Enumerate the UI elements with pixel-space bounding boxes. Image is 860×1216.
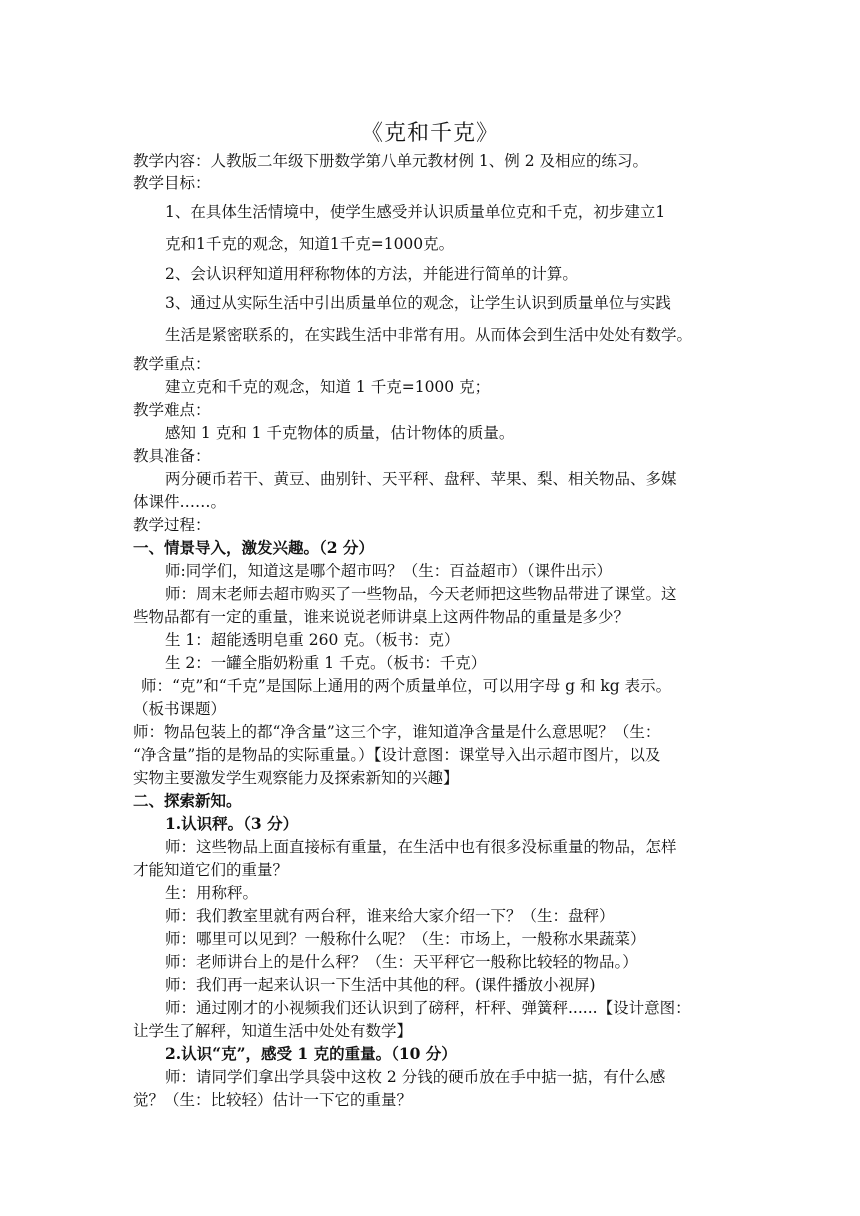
text-line: 2、会认识秤知道用秤称物体的方法，并能进行简单的计算。	[165, 265, 578, 283]
text-line: 生 1：超能透明皂重 260 克。（板书：克）	[165, 631, 460, 649]
subsection-heading: 2.认识“克”，感受 1 克的重量。（10 分）	[165, 1044, 457, 1063]
text-line: 师：哪里可以见到？一般称什么呢？（生：市场上，一般称水果蔬菜）	[165, 930, 646, 948]
text-line: 师：我们教室里就有两台秤，谁来给大家介绍一下？（生：盘秤）	[165, 907, 615, 925]
text-line: 生活是紧密联系的，在实践生活中非常有用。从而体会到生活中处处有数学。	[165, 326, 693, 344]
text-line: 克和1千克的观念，知道1千克=1000克。	[165, 235, 455, 253]
text-line: 3、通过从实际生活中引出质量单位的观念，让学生认识到质量单位与实践	[165, 294, 671, 312]
text-line: 师:同学们，知道这是哪个超市吗？（生：百益超市）（课件出示）	[165, 562, 612, 580]
text-line: 师：这些物品上面直接标有重量，在生活中也有很多没标重量的物品，怎样	[165, 838, 677, 856]
text-line: 感知 1 克和 1 千克物体的质量，估计物体的质量。	[165, 424, 515, 442]
section-heading: 二、探索新知。	[133, 791, 242, 810]
text-line: 建立克和千克的观念，知道 1 千克=1000 克；	[165, 378, 491, 396]
text-line: 师：通过刚才的小视频我们还认识到了磅秤，杆秤、弹簧秤......【设计意图：	[165, 999, 691, 1017]
text-line: 体课件……。	[133, 493, 227, 511]
text-line: 让学生了解秤，知道生活中处处有数学】	[133, 1022, 413, 1040]
text-line: 师：请同学们拿出学具袋中这枚 2 分钱的硬币放在手中掂一掂，有什么感	[165, 1068, 666, 1086]
text-line: 生 2：一罐全脂奶粉重 1 千克。（板书：千克）	[165, 654, 487, 672]
text-line: 教学内容：人教版二年级下册数学第八单元教材例 1、例 2 及相应的练习。	[133, 152, 649, 170]
text-line: 实物主要激发学生观察能力及探索新知的兴趣】	[133, 769, 459, 787]
text-line: 教学难点：	[133, 401, 211, 419]
text-line: 才能知道它们的重量？	[133, 861, 289, 879]
text-line: 师：“克”和“千克”是国际上通用的两个质量单位，可以用字母 g 和 kg 表示。	[141, 677, 672, 695]
text-line: 生：用称秤。	[165, 884, 259, 902]
section-heading: 一、情景导入，激发兴趣。（2 分）	[133, 538, 374, 557]
text-line: 两分硬币若干、黄豆、曲别针、天平秤、盘秤、苹果、梨、相关物品、多媒	[165, 470, 677, 488]
text-line: （板书课题）	[133, 700, 227, 718]
text-line: 师：周末老师去超市购买了一些物品，今天老师把这些物品带进了课堂。这	[165, 585, 677, 603]
text-line: “净含量”指的是物品的实际重量。）【设计意图：课堂导入出示超市图片，以及	[133, 746, 661, 764]
text-line: 教具准备：	[133, 447, 211, 465]
text-line: 1、在具体生活情境中，使学生感受并认识质量单位克和千克，初步建立1	[165, 203, 666, 221]
text-line: 师：我们再一起来认识一下生活中其他的秤。(课件播放小视屏)	[165, 976, 596, 994]
text-line: 教学目标：	[133, 174, 211, 192]
text-line: 觉？（生：比较轻）估计一下它的重量？	[133, 1091, 413, 1109]
text-line: 教学过程：	[133, 516, 211, 534]
subsection-heading: 1.认识秤。（3 分）	[165, 814, 299, 833]
text-line: 些物品都有一定的重量，谁来说说老师讲桌上这两件物品的重量是多少？	[133, 608, 630, 626]
text-line: 师：物品包装上的都“净含量”这三个字，谁知道净含量是什么意思呢？（生：	[133, 723, 661, 741]
text-line: 教学重点：	[133, 355, 211, 373]
text-line: 师：老师讲台上的是什么秤？（生：天平秤它一般称比较轻的物品。）	[165, 953, 638, 971]
document-title: 《克和千克》	[360, 121, 499, 146]
